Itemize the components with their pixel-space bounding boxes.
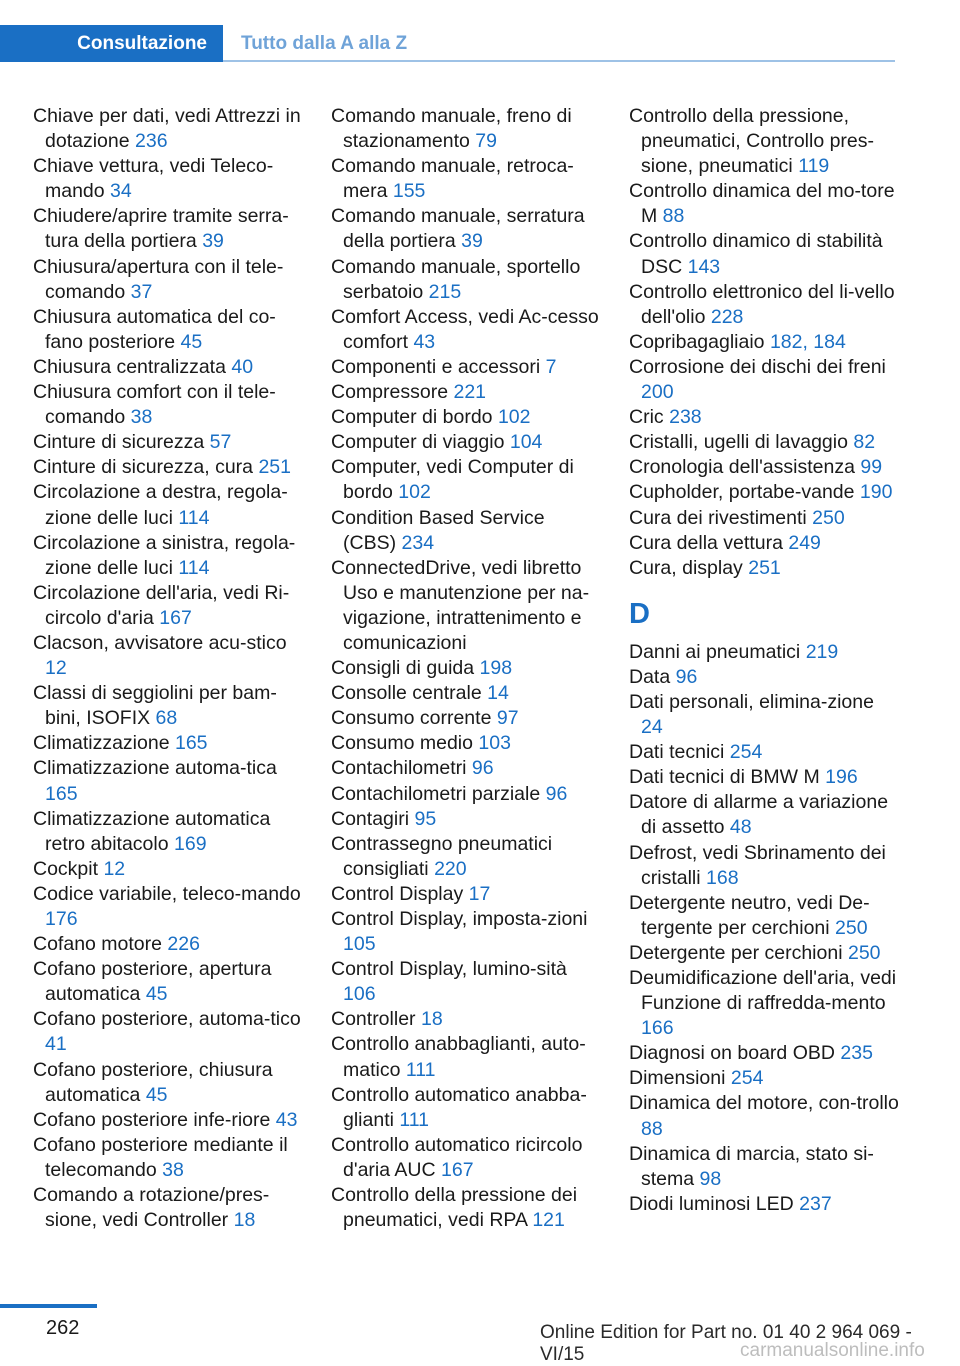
index-entry-text: Circolazione a destra, regola-zione delle luci bbox=[33, 481, 288, 529]
page-reference-link[interactable]: 57 bbox=[209, 431, 232, 454]
index-entry bbox=[629, 480, 899, 505]
page-reference-link[interactable]: 38 bbox=[130, 406, 153, 429]
page-reference-link[interactable]: 40 bbox=[231, 355, 254, 378]
page-reference-link[interactable]: 167 bbox=[159, 606, 192, 629]
page-reference-link[interactable]: 39 bbox=[202, 230, 224, 253]
index-entry-text: Consumo corrente bbox=[331, 707, 492, 730]
index-entry-text: ConnectedDrive, vedi libretto Uso e manutenzione per na-vigazione, intrattenimento e comunicazioni bbox=[331, 556, 590, 654]
index-entry-text: Comando manuale, retroca-mera bbox=[331, 155, 574, 203]
page-reference-link[interactable]: 24 bbox=[641, 716, 663, 739]
index-entry-text: Cristalli, ugelli di lavaggio bbox=[629, 431, 848, 454]
index-entry-text: Classi di seggiolini per bam-bini, ISOFIX bbox=[33, 682, 277, 730]
page-reference-link[interactable]: 104 bbox=[509, 431, 543, 454]
index-entry-text: Datore di allarme a variazione di assetto bbox=[629, 791, 889, 839]
index-entry-text: Cofano posteriore, automa-tico bbox=[33, 1008, 301, 1031]
index-entry bbox=[629, 405, 899, 430]
index-entry bbox=[33, 204, 303, 254]
index-entry-text: Cura dei rivestimenti bbox=[629, 506, 807, 529]
page-reference-link[interactable]: 251 bbox=[748, 556, 781, 579]
page-reference-link[interactable]: 17 bbox=[468, 882, 491, 905]
index-entry bbox=[629, 430, 899, 455]
index-entry bbox=[331, 656, 601, 681]
page-reference-link[interactable]: 165 bbox=[174, 732, 208, 755]
index-entry-text: Dinamica di marcia, stato si-stema bbox=[629, 1142, 874, 1190]
index-entry-text: Comando manuale, serratura della portiera bbox=[331, 205, 585, 253]
index-entry bbox=[33, 581, 303, 631]
index-entry bbox=[331, 1083, 601, 1133]
index-entry-text: Detergente per cerchioni bbox=[629, 941, 843, 964]
index-entry bbox=[629, 841, 899, 891]
index-entry bbox=[629, 966, 899, 1041]
index-entry bbox=[33, 882, 303, 932]
index-entry bbox=[629, 765, 899, 790]
index-entry-text: Comando manuale, sportello serbatoio bbox=[331, 255, 581, 303]
page-reference-link[interactable]: 254 bbox=[730, 1067, 764, 1090]
tab-tutto-dalla-a-alla-z[interactable]: Tutto dalla A alla Z bbox=[241, 32, 408, 54]
index-entry-text: Dimensioni bbox=[629, 1067, 726, 1090]
page-reference-link[interactable]: 45 bbox=[145, 983, 168, 1006]
index-entry-text: Climatizzazione automatica retro abitacolo bbox=[33, 807, 271, 855]
index-entry-text: Cofano motore bbox=[33, 933, 162, 956]
index-column-1 bbox=[33, 104, 303, 1233]
index-entry-text: Dinamica del motore, con-trollo bbox=[629, 1092, 899, 1115]
index-entry-text: Control Display, imposta-zioni bbox=[331, 908, 588, 930]
index-entry bbox=[331, 506, 601, 556]
page-reference-link[interactable]: 219 bbox=[805, 640, 839, 663]
index-entry bbox=[331, 1032, 601, 1082]
page-reference-link[interactable]: 250 bbox=[847, 941, 881, 964]
index-entry-text: Computer di viaggio bbox=[331, 431, 505, 454]
page-reference-link[interactable]: 234 bbox=[401, 531, 435, 554]
page-reference-link[interactable]: 12 bbox=[103, 857, 126, 880]
page-reference-link[interactable]: 18 bbox=[420, 1008, 443, 1031]
index-entry-text: Detergente neutro, vedi De-tergente per cerchioni bbox=[629, 891, 870, 939]
index-entry bbox=[33, 380, 303, 430]
index-entry-text: Control Display bbox=[331, 882, 464, 905]
page-reference-link[interactable]: 14 bbox=[487, 682, 509, 705]
index-entry-text: Chiudere/aprire tramite serra-tura della portiera bbox=[33, 205, 289, 253]
index-entry-text: Comfort Access, vedi Ac-cesso comfort bbox=[331, 305, 599, 353]
index-entry-text: Consigli di guida bbox=[331, 657, 475, 680]
index-entry bbox=[33, 104, 303, 154]
index-entry-text: Componenti e accessori bbox=[331, 355, 541, 378]
page-reference-link[interactable]: 190 bbox=[859, 481, 893, 504]
index-entry bbox=[331, 430, 601, 455]
page-reference-link[interactable]: 7 bbox=[545, 355, 557, 378]
index-entry bbox=[331, 305, 601, 355]
index-entry-text: Cupholder, portabe-vande bbox=[629, 481, 855, 504]
index-entry bbox=[33, 1133, 303, 1183]
index-entry bbox=[331, 807, 601, 832]
index-entry-text: Cofano posteriore mediante il telecomando bbox=[33, 1133, 288, 1181]
edition-note: Online Edition for Part no. 01 40 2 964 069 - VI/15 bbox=[540, 1322, 912, 1365]
page-reference-link[interactable]: 168 bbox=[706, 866, 739, 889]
index-entry-text: Climatizzazione automa-tica bbox=[33, 757, 277, 780]
page-reference-link[interactable]: 79 bbox=[475, 130, 497, 153]
page-reference-link[interactable]: 250 bbox=[835, 916, 868, 939]
index-entry-text: Defrost, vedi Sbrinamento dei cristalli bbox=[629, 841, 886, 889]
index-entry bbox=[331, 706, 601, 731]
page-reference-link[interactable]: 220 bbox=[434, 857, 467, 880]
page-reference-link[interactable]: 176 bbox=[45, 908, 78, 930]
page-reference-link[interactable]: 96 bbox=[545, 782, 568, 805]
index-entry-text: Controllo anabbaglianti, auto-matico bbox=[331, 1033, 586, 1081]
index-entry-text: Cric bbox=[629, 406, 664, 429]
index-entry bbox=[629, 556, 899, 581]
index-entry-text: Controllo della pressione, pneumatici, Controllo pres-sione, pneumatici bbox=[629, 105, 875, 178]
index-entry bbox=[331, 154, 601, 204]
index-entry bbox=[629, 1041, 899, 1066]
index-entry bbox=[331, 756, 601, 781]
index-entry bbox=[629, 740, 899, 765]
index-entry-text: Comando manuale, freno di stazionamento bbox=[331, 105, 572, 153]
index-entry-text: Cronologia dell'assistenza bbox=[629, 456, 855, 479]
page-reference-link[interactable]: 39 bbox=[461, 230, 483, 253]
page-reference-link[interactable]: 167 bbox=[441, 1158, 474, 1181]
page-reference-link[interactable]: 119 bbox=[798, 155, 830, 178]
index-entry bbox=[331, 832, 601, 882]
page-reference-link[interactable]: 143 bbox=[687, 255, 721, 278]
page-reference-link[interactable]: 88 bbox=[662, 205, 685, 228]
index-entry bbox=[33, 305, 303, 355]
index-entry-text: Cura della vettura bbox=[629, 531, 783, 554]
index-entry bbox=[331, 405, 601, 430]
page-reference-link[interactable]: 34 bbox=[110, 180, 132, 203]
index-entry bbox=[629, 1142, 899, 1192]
index-entry-text: Cinture di sicurezza bbox=[33, 431, 205, 454]
index-entry bbox=[33, 255, 303, 305]
index-entry-text: Computer, vedi Computer di bordo bbox=[331, 456, 574, 504]
page-reference-link[interactable]: 111 bbox=[399, 1108, 430, 1131]
index-entry bbox=[629, 1091, 899, 1141]
index-entry bbox=[331, 1183, 601, 1233]
index-entry-text: Cofano posteriore infe-riore bbox=[33, 1108, 271, 1131]
index-entry-text: Corrosione dei dischi dei freni bbox=[629, 355, 886, 378]
page-reference-link[interactable]: 250 bbox=[812, 506, 845, 529]
page-reference-link[interactable]: 38 bbox=[162, 1158, 184, 1181]
index-entry-text: Dati tecnici di BMW M bbox=[629, 766, 820, 789]
page-reference-link[interactable]: 111 bbox=[405, 1058, 436, 1081]
index-entry-text: Controllo elettronico del li-vello dell'olio bbox=[629, 280, 895, 328]
footer-rule bbox=[0, 1304, 97, 1308]
index-entry bbox=[33, 756, 303, 806]
page-reference-link[interactable]: 237 bbox=[799, 1192, 832, 1215]
index-entry-text: Computer di bordo bbox=[331, 406, 493, 429]
index-entry bbox=[629, 690, 899, 740]
index-entry bbox=[629, 330, 899, 355]
index-entry bbox=[331, 104, 601, 154]
tab-consultazione[interactable]: Consultazione bbox=[0, 25, 223, 62]
index-column-3 bbox=[629, 104, 899, 1217]
page-reference-link[interactable]: 238 bbox=[669, 406, 702, 429]
index-entry-text: Contrassegno pneumatici consigliati bbox=[331, 832, 553, 880]
index-entry bbox=[629, 1192, 899, 1217]
page-reference-link[interactable]: 97 bbox=[496, 707, 519, 730]
index-entry bbox=[629, 531, 899, 556]
index-entry-text: Consumo medio bbox=[331, 732, 473, 755]
index-entry bbox=[33, 480, 303, 530]
page-reference-link[interactable]: 228 bbox=[710, 305, 744, 328]
index-entry-text: Copribagagliaio bbox=[629, 330, 765, 353]
index-entry-text: Cura, display bbox=[629, 556, 743, 579]
index-entry bbox=[629, 640, 899, 665]
index-entry bbox=[33, 631, 303, 681]
index-entry-text: Chiave vettura, vedi Teleco-mando bbox=[33, 155, 274, 203]
index-entry bbox=[331, 882, 601, 907]
index-entry-text: Controllo automatico anabba-glianti bbox=[331, 1083, 587, 1131]
index-entry-text: Dati tecnici bbox=[629, 741, 725, 764]
page-reference-link[interactable]: 196 bbox=[825, 766, 858, 789]
header-divider bbox=[223, 60, 895, 62]
page-reference-link[interactable]: 121 bbox=[532, 1209, 565, 1232]
index-entry-text: Circolazione a sinistra, regola-zione delle luci bbox=[33, 531, 296, 579]
page-reference-link[interactable]: 114 bbox=[178, 506, 210, 529]
page-reference-link[interactable]: 254 bbox=[729, 741, 763, 764]
index-entry bbox=[629, 229, 899, 279]
page-reference-link[interactable]: 221 bbox=[453, 381, 487, 404]
page-reference-link[interactable]: 169 bbox=[174, 832, 207, 855]
index-entry bbox=[331, 556, 601, 656]
index-entry bbox=[33, 681, 303, 731]
index-entry-text: Contachilometri bbox=[331, 757, 467, 780]
index-entry bbox=[629, 665, 899, 690]
index-entry-text: Controllo automatico ricircolo d'aria AUC bbox=[331, 1133, 583, 1181]
index-entry-text: Cofano posteriore, apertura automatica bbox=[33, 958, 272, 1006]
index-entry-text: Circolazione dell'aria, vedi Ri-circolo d'aria bbox=[33, 581, 290, 629]
index-entry-text: Climatizzazione bbox=[33, 732, 170, 755]
index-entry-text: Condition Based Service (CBS) bbox=[331, 506, 545, 554]
index-entry bbox=[33, 857, 303, 882]
index-entry bbox=[629, 355, 899, 405]
index-entry-text: Codice variabile, teleco-mando bbox=[33, 882, 301, 905]
index-entry bbox=[331, 681, 601, 706]
index-entry-text: Dati personali, elimina-zione bbox=[629, 690, 874, 713]
index-entry-text: Compressore bbox=[331, 381, 449, 404]
page-reference-link[interactable]: 251 bbox=[258, 456, 291, 479]
page-reference-link[interactable]: 182, 184 bbox=[769, 330, 846, 353]
index-entry bbox=[331, 455, 601, 505]
index-entry-text: Consolle centrale bbox=[331, 682, 482, 705]
page-reference-link[interactable]: 166 bbox=[641, 1017, 674, 1040]
page-reference-link[interactable]: 99 bbox=[860, 456, 883, 479]
watermark: carmanualsonline.info bbox=[740, 1340, 925, 1361]
index-entry-text: Diagnosi on board OBD bbox=[629, 1042, 835, 1065]
index-entry bbox=[331, 1007, 601, 1032]
index-entry-text: Chiusura centralizzata bbox=[33, 355, 226, 378]
index-entry-text: Cinture di sicurezza, cura bbox=[33, 456, 254, 479]
index-entry bbox=[331, 731, 601, 756]
index-entry-text: Control Display, lumino-sità bbox=[331, 958, 567, 981]
index-entry bbox=[331, 355, 601, 380]
index-column-2 bbox=[331, 104, 601, 1233]
page-reference-link[interactable]: 96 bbox=[471, 757, 494, 780]
index-entry bbox=[33, 1108, 303, 1133]
index-entry bbox=[33, 1007, 303, 1057]
index-entry bbox=[33, 355, 303, 380]
page-reference-link[interactable]: 68 bbox=[155, 707, 178, 730]
page-reference-link[interactable]: 105 bbox=[343, 933, 376, 956]
page-reference-link[interactable]: 249 bbox=[788, 531, 821, 554]
index-entry-text: Chiusura comfort con il tele-comando bbox=[33, 381, 276, 429]
page-reference-link[interactable]: 102 bbox=[497, 406, 531, 429]
page-reference-link[interactable]: 48 bbox=[729, 816, 752, 839]
index-entry bbox=[33, 932, 303, 957]
index-entry bbox=[33, 430, 303, 455]
index-entry-text: Contachilometri parziale bbox=[331, 782, 541, 805]
page-number: 262 bbox=[46, 1317, 80, 1339]
page-reference-link[interactable]: 96 bbox=[675, 665, 698, 688]
page-reference-link[interactable]: 235 bbox=[840, 1042, 873, 1065]
index-entry-text: Cofano posteriore, chiusura automatica bbox=[33, 1058, 273, 1106]
index-entry-text: Controller bbox=[331, 1008, 416, 1031]
page-reference-link[interactable]: 103 bbox=[478, 732, 511, 755]
index-entry bbox=[629, 179, 899, 229]
index-entry-text: Cockpit bbox=[33, 857, 99, 880]
page-reference-link[interactable]: 95 bbox=[414, 807, 437, 830]
page-reference-link[interactable]: 45 bbox=[145, 1083, 168, 1106]
page-reference-link[interactable]: 198 bbox=[479, 657, 513, 680]
index-entry-text: Chiusura automatica del co-fano posteriore bbox=[33, 305, 276, 353]
index-entry-text: Comando a rotazione/pres-sione, vedi Controller bbox=[33, 1184, 270, 1232]
index-entry bbox=[629, 941, 899, 966]
header-tabs bbox=[0, 25, 895, 62]
page-reference-link[interactable]: 102 bbox=[398, 481, 431, 504]
index-entry bbox=[33, 1058, 303, 1108]
index-entry bbox=[331, 255, 601, 305]
index-entry bbox=[331, 782, 601, 807]
index-entry-text: Controllo della pressione dei pneumatici, vedi RPA bbox=[331, 1184, 578, 1232]
index-entry bbox=[33, 957, 303, 1007]
index-entry-text: Deumidificazione dell'aria, vedi Funzione di raffredda-mento bbox=[629, 967, 897, 1015]
index-entry-text: Clacson, avvisatore acu-stico bbox=[33, 631, 287, 654]
index-entry bbox=[629, 104, 899, 179]
index-entry-text: Contagiri bbox=[331, 807, 410, 830]
index-entry bbox=[33, 731, 303, 756]
index-entry bbox=[629, 455, 899, 480]
index-entry-text: Controllo dinamico di stabilità DSC bbox=[629, 230, 883, 278]
page-reference-link[interactable]: 155 bbox=[392, 180, 426, 203]
page-reference-link[interactable]: 37 bbox=[130, 280, 153, 303]
index-entry-text: Danni ai pneumatici bbox=[629, 640, 801, 663]
index-entry bbox=[331, 1133, 601, 1183]
index-entry bbox=[33, 1183, 303, 1233]
page-reference-link[interactable]: 41 bbox=[45, 1033, 67, 1056]
section-letter: D bbox=[629, 597, 650, 630]
index-entry bbox=[33, 531, 303, 581]
page-reference-link[interactable]: 88 bbox=[641, 1117, 663, 1140]
index-entry bbox=[331, 907, 601, 957]
page-reference-link[interactable]: 18 bbox=[233, 1209, 256, 1232]
index-entry bbox=[331, 380, 601, 405]
page-reference-link[interactable]: 165 bbox=[45, 782, 78, 805]
index-entry bbox=[33, 455, 303, 480]
page-reference-link[interactable]: 45 bbox=[180, 330, 203, 353]
index-entry bbox=[629, 790, 899, 840]
page-reference-link[interactable]: 236 bbox=[135, 130, 168, 153]
page-reference-link[interactable]: 215 bbox=[428, 280, 462, 303]
index-entry bbox=[33, 807, 303, 857]
index-entry-text: Controllo dinamica del mo-tore M bbox=[629, 180, 895, 228]
page-reference-link[interactable]: 82 bbox=[853, 431, 876, 454]
page-reference-link[interactable]: 226 bbox=[167, 933, 200, 956]
index-entry bbox=[629, 280, 899, 330]
index-entry-text: Data bbox=[629, 665, 671, 688]
index-entry bbox=[629, 1066, 899, 1091]
index-entry-text: Chiave per dati, vedi Attrezzi in dotazione bbox=[33, 105, 301, 153]
index-entry bbox=[331, 204, 601, 254]
index-entry-text: Diodi luminosi LED bbox=[629, 1192, 794, 1215]
page-reference-link[interactable]: 98 bbox=[699, 1167, 722, 1190]
index-entry bbox=[629, 891, 899, 941]
page-reference-link[interactable]: 200 bbox=[641, 381, 674, 404]
page-reference-link[interactable]: 12 bbox=[45, 657, 67, 680]
page-reference-link[interactable]: 43 bbox=[275, 1108, 298, 1131]
page-reference-link[interactable]: 106 bbox=[343, 983, 376, 1006]
page-reference-link[interactable]: 43 bbox=[413, 330, 436, 353]
index-entry bbox=[33, 154, 303, 204]
index-entry-text: Chiusura/apertura con il tele-comando bbox=[33, 255, 284, 303]
page-reference-link[interactable]: 114 bbox=[178, 556, 210, 579]
index-entry bbox=[331, 957, 601, 1007]
index-entry bbox=[629, 506, 899, 531]
